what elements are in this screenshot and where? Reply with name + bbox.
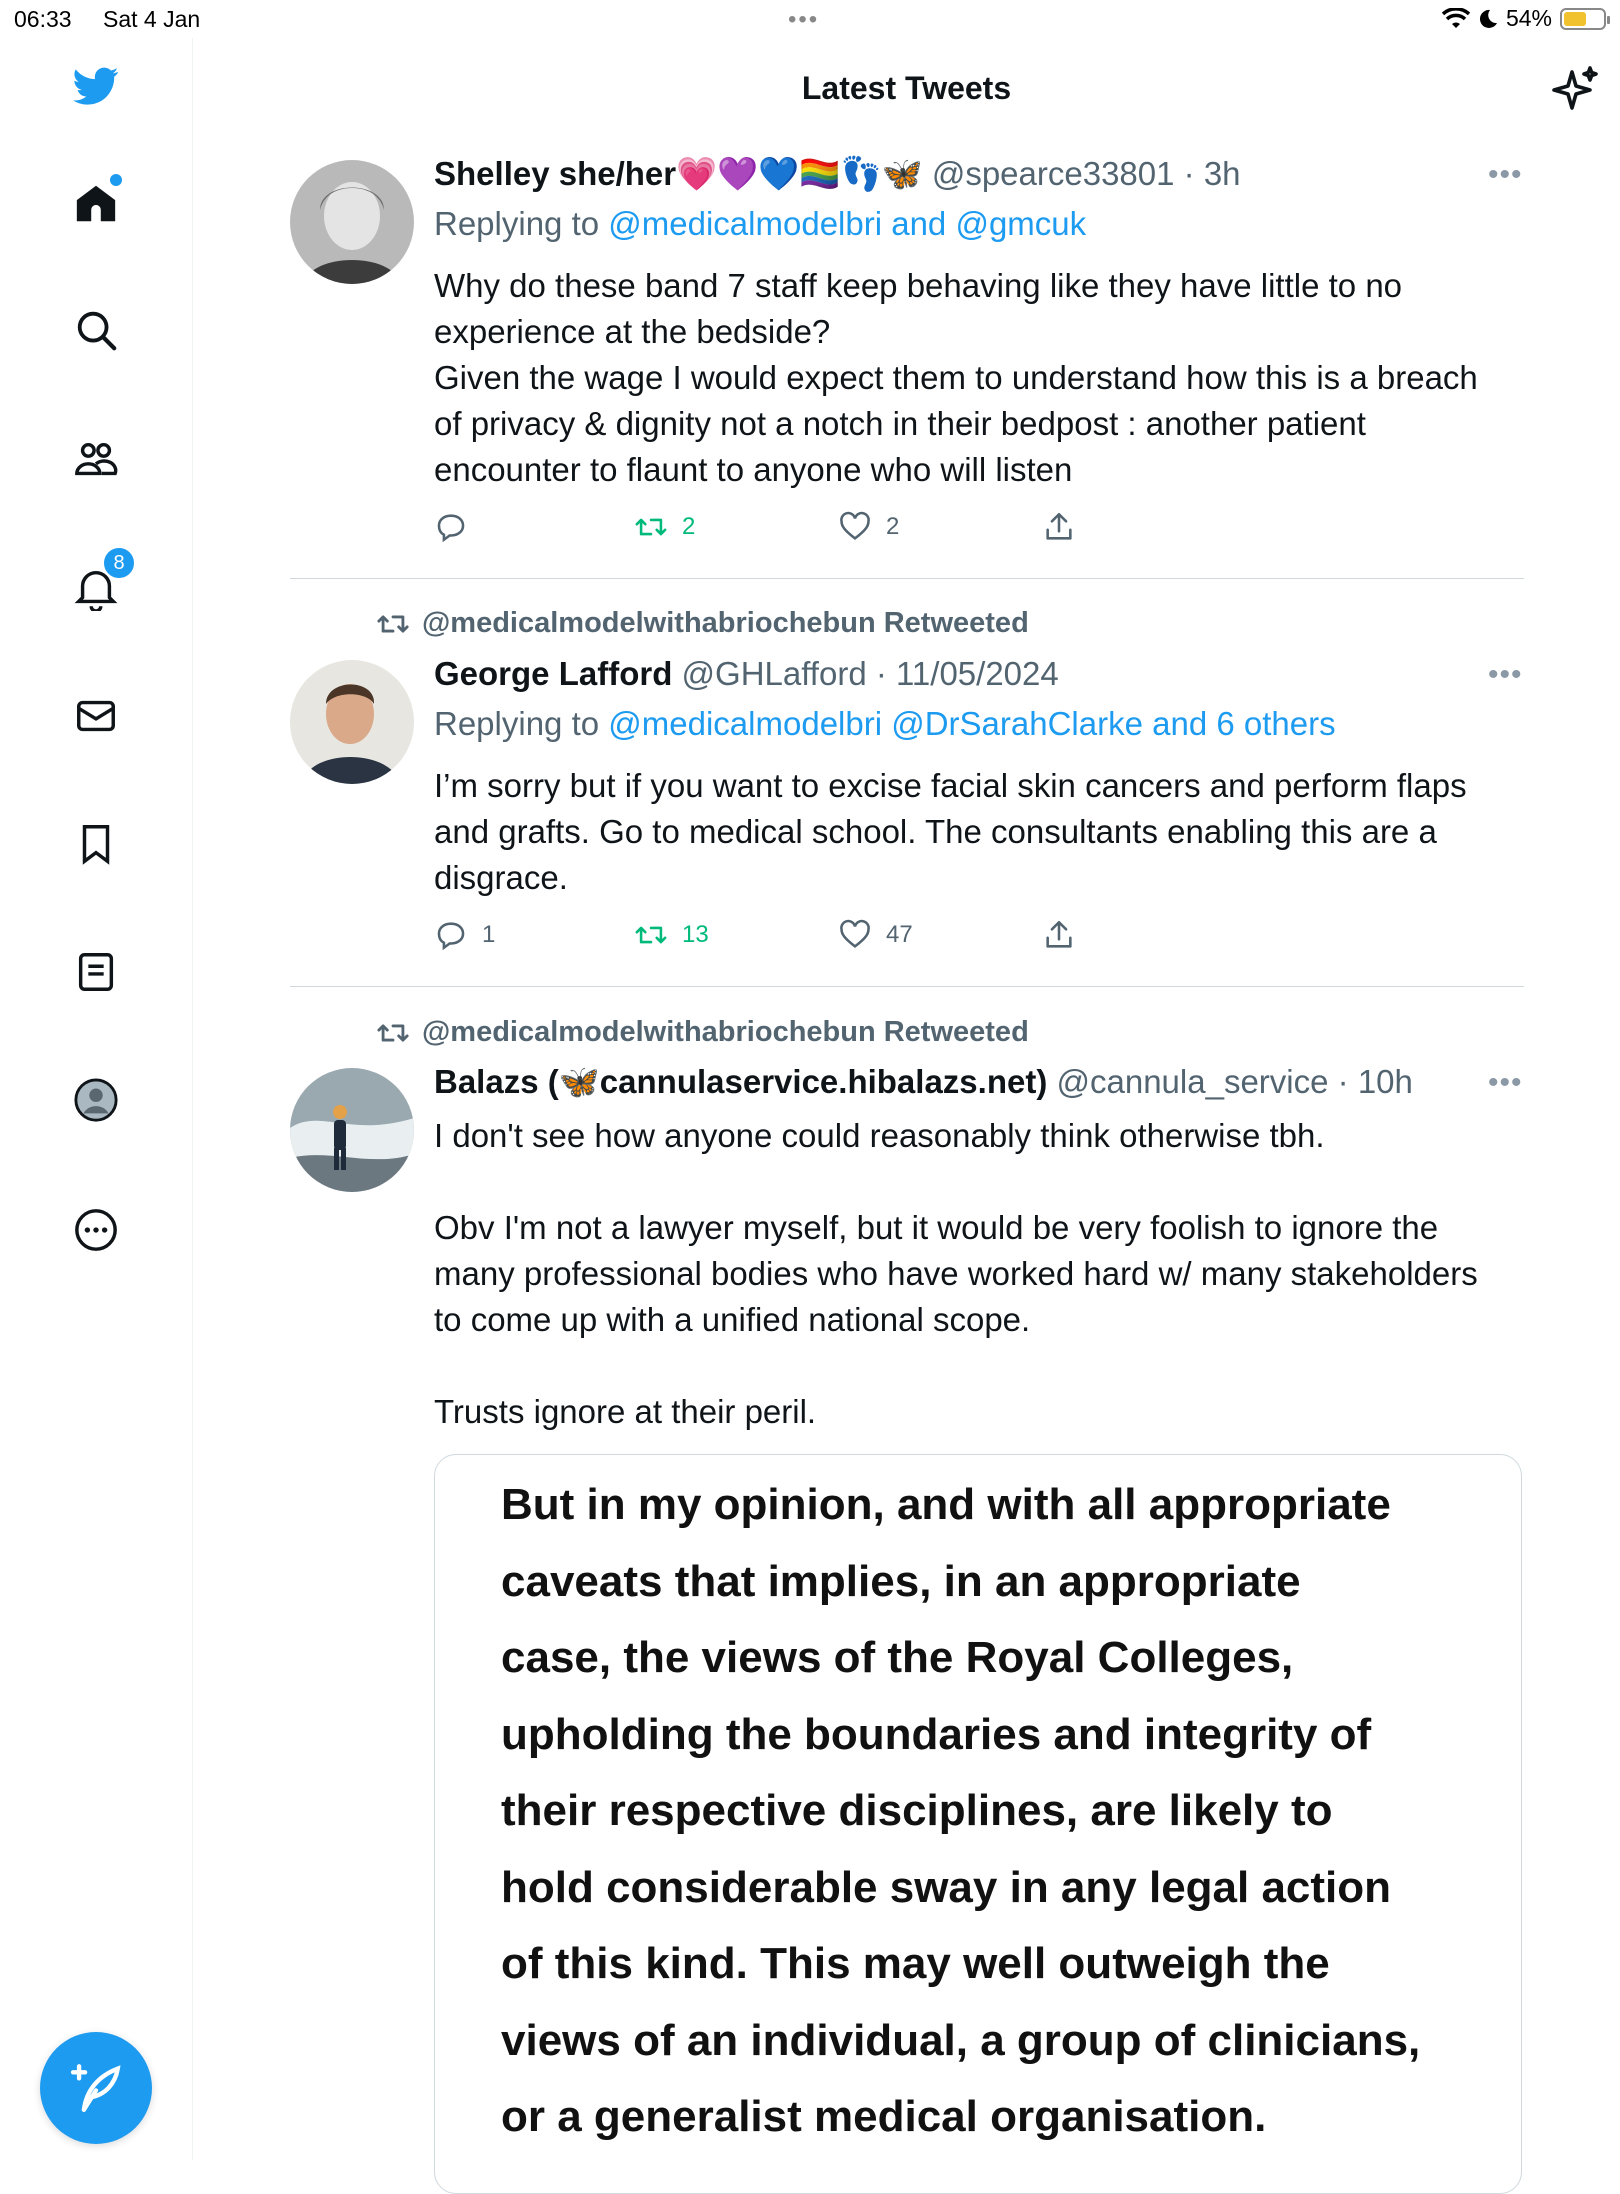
reply-count: 1 xyxy=(482,921,496,948)
battery-percent: 54% xyxy=(1505,5,1552,31)
replying-label: Replying to xyxy=(434,205,600,242)
like-icon xyxy=(838,918,872,952)
tweet-time: · 10h xyxy=(1337,1063,1413,1100)
share-icon xyxy=(1042,918,1076,952)
retweeted-by-text[interactable]: @medicalmodelwithabriochebun Retweeted xyxy=(422,607,1029,639)
more-options-icon[interactable]: ••• xyxy=(1488,1066,1523,1099)
tweet-text: I don't see how anyone could reasonably think otherwise tbh. Obv I'm not a lawyer myself, but it would be very foolish to ignore the many professional bodies who have worked hard w/ many stakeholders to come up with a unified national scope. Trusts ignore at their peril. xyxy=(434,1117,1478,1430)
do-not-disturb-moon-icon xyxy=(1478,8,1498,30)
status-bar xyxy=(0,0,1620,38)
search-icon[interactable] xyxy=(70,304,122,356)
retweet-button[interactable] xyxy=(634,510,695,544)
messages-icon[interactable] xyxy=(70,690,122,742)
avatar[interactable] xyxy=(290,660,414,784)
retweeted-by-text[interactable]: @medicalmodelwithabriochebun Retweeted xyxy=(422,1016,1029,1048)
timeline-header xyxy=(193,38,1620,138)
like-button[interactable] xyxy=(838,510,899,544)
avatar[interactable] xyxy=(290,160,414,284)
tweet-time: · 11/05/2024 xyxy=(875,655,1059,692)
multitasking-dots-icon[interactable]: ••• xyxy=(788,6,820,33)
retweet-icon xyxy=(634,510,668,544)
share-icon xyxy=(1042,510,1076,544)
avatar[interactable] xyxy=(290,1068,414,1192)
page-title: Latest Tweets xyxy=(801,70,1012,106)
retweet-count: 13 xyxy=(682,921,709,948)
author-handle[interactable]: @spearce33801 xyxy=(931,155,1175,192)
retweet-icon xyxy=(376,607,410,641)
author-handle[interactable]: @cannula_service xyxy=(1056,1063,1329,1100)
notifications-icon[interactable] xyxy=(70,551,125,614)
tweet-text: Why do these band 7 staff keep behaving like they have little to no experience at the bedside? Given the wage I would expect them to understand how this is a breach of privacy & dignity not a notch in their bedpost : another patient encounter to flaunt to anyone who will listen xyxy=(434,267,1478,488)
share-button[interactable] xyxy=(1042,918,1076,952)
replying-to-link[interactable]: @medicalmodelbri @DrSarahClarke and 6 others xyxy=(608,705,1336,742)
bookmarks-icon[interactable] xyxy=(70,818,122,870)
more-options-icon[interactable]: ••• xyxy=(1488,658,1523,691)
divider xyxy=(290,578,1524,579)
more-options-icon[interactable]: ••• xyxy=(1488,158,1523,191)
reply-button[interactable] xyxy=(434,918,495,952)
lists-icon[interactable] xyxy=(70,946,122,998)
like-button[interactable] xyxy=(838,918,913,952)
tweet-time: · 3h xyxy=(1183,155,1241,192)
sidebar xyxy=(0,38,193,2160)
sparkle-icon[interactable] xyxy=(1552,66,1600,114)
retweet-button[interactable] xyxy=(634,918,709,952)
author-name[interactable]: Balazs (🦋cannulaservice.hibalazs.net) xyxy=(434,1063,1048,1100)
share-button[interactable] xyxy=(1042,510,1076,544)
author-handle[interactable]: @GHLafford xyxy=(681,655,867,692)
retweet-icon xyxy=(634,918,668,952)
replying-label: Replying to xyxy=(434,705,600,742)
wifi-icon xyxy=(1442,8,1470,30)
home-unread-dot xyxy=(110,174,122,186)
author-name[interactable]: Shelley she/her💗💜💙🏳️‍🌈👣🦋 xyxy=(434,155,923,192)
like-count: 47 xyxy=(886,921,913,948)
like-count: 2 xyxy=(886,513,900,540)
like-icon xyxy=(838,510,872,544)
notifications-badge: 8 xyxy=(102,546,136,580)
replying-to-link[interactable]: @medicalmodelbri and @gmcuk xyxy=(608,205,1087,242)
compose-icon xyxy=(67,2059,125,2117)
tweet-image[interactable] xyxy=(434,1454,1522,2194)
more-icon[interactable] xyxy=(70,1204,122,1256)
retweeted-by-label xyxy=(376,607,1029,641)
twitter-bird-icon[interactable] xyxy=(70,60,122,112)
retweet-count: 2 xyxy=(682,513,696,540)
reply-icon xyxy=(434,918,468,952)
author-name[interactable]: George Lafford xyxy=(434,655,673,692)
status-date: Sat 4 Jan xyxy=(103,6,201,32)
profile-icon[interactable] xyxy=(70,1074,122,1126)
status-time: 06:33 xyxy=(14,6,72,32)
reply-icon xyxy=(434,510,468,544)
image-quote-text: But in my opinion, and with all appropriate caveats that implies, in an appropriate case, the views of the Royal Colleges, upholding the boundaries and integrity of their respective disciplines, are likely to hold considerable sway in any legal action of this kind. This may well outweigh the views of an individual, a group of clinicians, or a generalist medical organisation. xyxy=(501,1480,1421,2141)
retweeted-by-label xyxy=(376,1016,1029,1050)
reply-button[interactable] xyxy=(434,510,482,544)
communities-icon[interactable] xyxy=(70,434,122,486)
battery-icon xyxy=(1560,8,1606,30)
tweet-text: I’m sorry but if you want to excise facial skin cancers and perform flaps and grafts. Go to medical school. The consultants enabling this are a disgrace. xyxy=(434,767,1467,896)
retweet-icon xyxy=(376,1016,410,1050)
home-icon[interactable] xyxy=(70,178,122,230)
compose-tweet-button[interactable] xyxy=(40,2032,152,2144)
divider xyxy=(290,986,1524,987)
